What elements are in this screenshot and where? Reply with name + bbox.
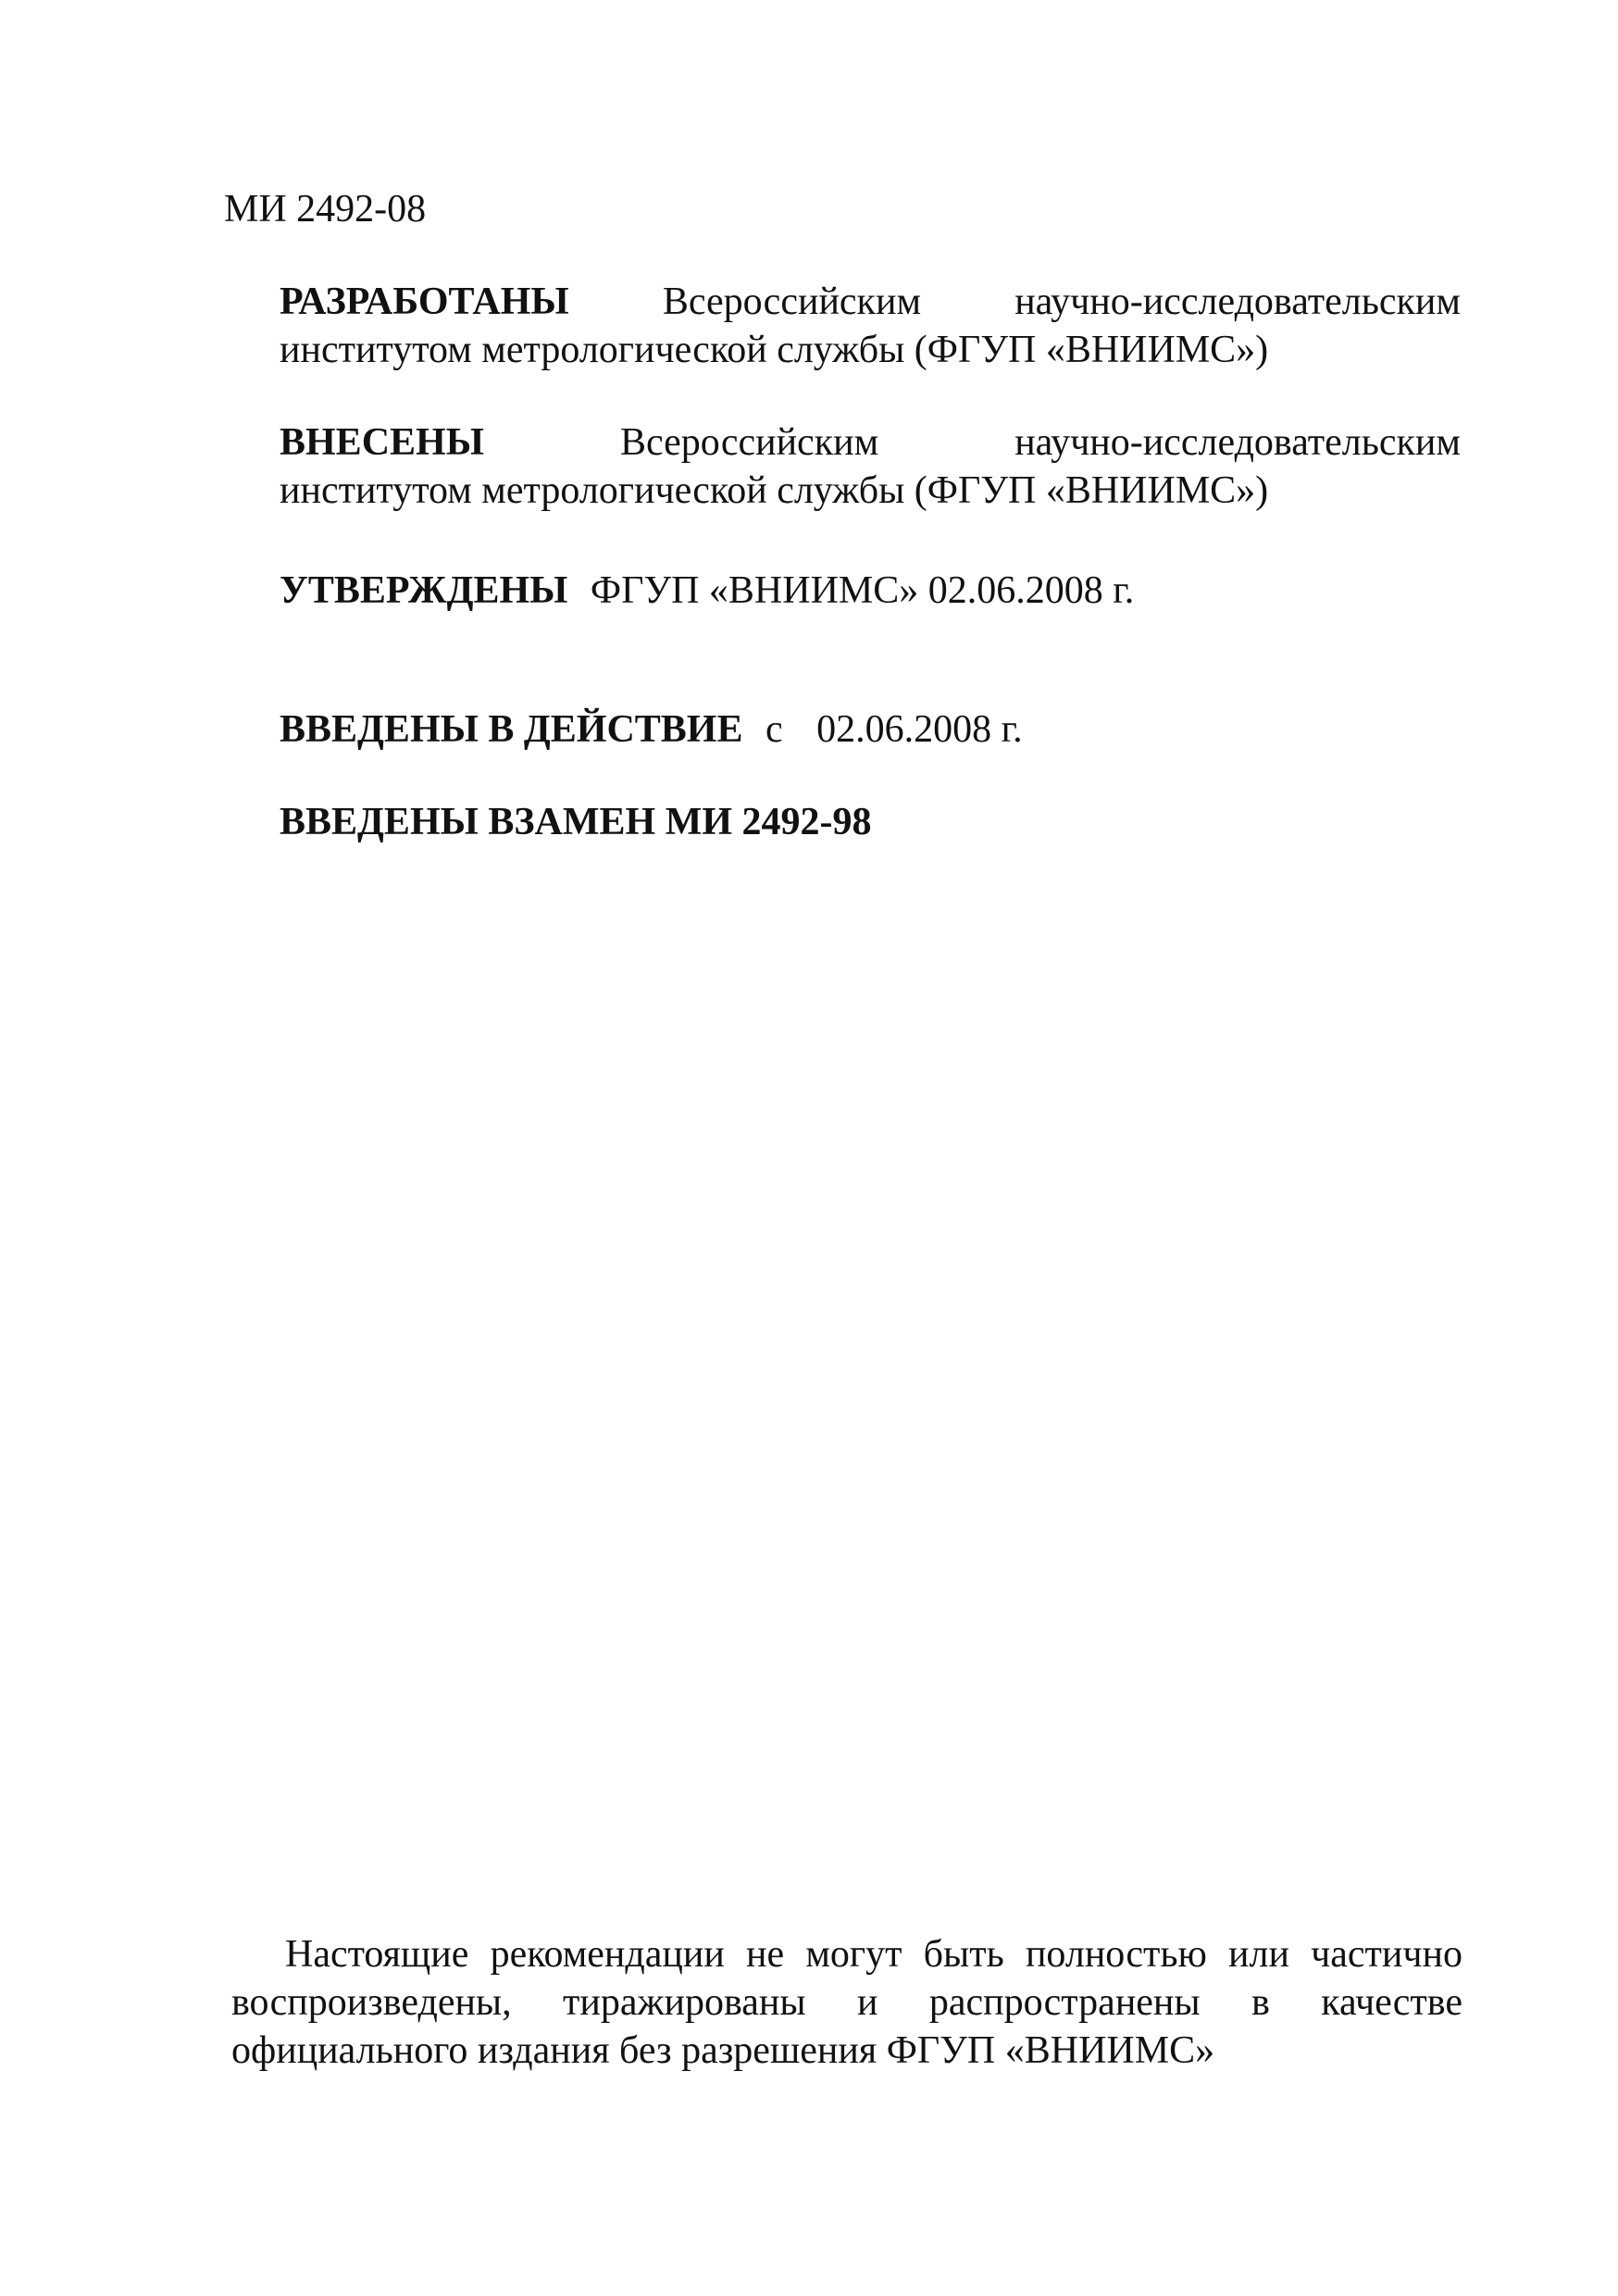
effective-date: 02.06.2008 г. xyxy=(816,708,1023,751)
developed-word-2: научно-исследовательским xyxy=(1014,281,1461,323)
replaces-entry xyxy=(280,798,872,846)
notice-word: быть xyxy=(923,1933,1004,1976)
replaces-label: ВВЕДЕНЫ ВЗАМЕН МИ 2492-98 xyxy=(280,801,872,843)
effective-prefix: с xyxy=(765,708,783,751)
copyright-notice xyxy=(231,1930,1462,2075)
notice-word: воспроизведены, xyxy=(231,1981,512,2024)
introduced-word-2: научно-исследовательским xyxy=(1014,421,1461,464)
developed-label: РАЗРАБОТАНЫ xyxy=(280,281,569,323)
notice-word: не xyxy=(746,1933,785,1976)
notice-word: или xyxy=(1228,1933,1289,1976)
developed-word-1: Всероссийским xyxy=(662,281,922,323)
introduced-line-1 xyxy=(280,418,1461,467)
notice-word: распространены xyxy=(928,1981,1201,2024)
notice-word: частично xyxy=(1311,1933,1462,1976)
notice-word: Настоящие xyxy=(285,1933,469,1976)
document-code: МИ 2492-08 xyxy=(224,188,427,231)
approved-label: УТВЕРЖДЕНЫ xyxy=(280,569,568,612)
notice-line-3: официального издания без разрешения ФГУП «ВНИИМС» xyxy=(231,2029,1215,2072)
introduced-line-2: институтом метрологической службы (ФГУП «ВНИИМС») xyxy=(280,469,1269,512)
developed-line-1 xyxy=(280,278,1461,326)
notice-word: полностью xyxy=(1025,1933,1207,1976)
approved-entry xyxy=(280,567,1134,615)
introduced-word-1: Всероссийским xyxy=(619,421,879,464)
notice-line-2 xyxy=(231,1978,1462,2027)
notice-word: и xyxy=(857,1981,878,2024)
notice-line-1 xyxy=(231,1930,1462,1978)
introduced-label: ВНЕСЕНЫ xyxy=(280,421,484,464)
notice-word: в xyxy=(1251,1981,1270,2024)
approved-text: ФГУП «ВНИИМС» 02.06.2008 г. xyxy=(590,569,1135,612)
notice-word: рекомендации xyxy=(490,1933,725,1976)
developed-entry xyxy=(280,278,1461,374)
developed-line-2: институтом метрологической службы (ФГУП «ВНИИМС») xyxy=(280,329,1269,371)
introduced-entry xyxy=(280,418,1461,515)
effective-label: ВВЕДЕНЫ В ДЕЙСТВИЕ xyxy=(280,708,743,751)
notice-word: могут xyxy=(805,1933,902,1976)
notice-word: тиражированы xyxy=(563,1981,806,2024)
effective-entry xyxy=(280,705,1023,754)
notice-word: качестве xyxy=(1321,1981,1462,2024)
